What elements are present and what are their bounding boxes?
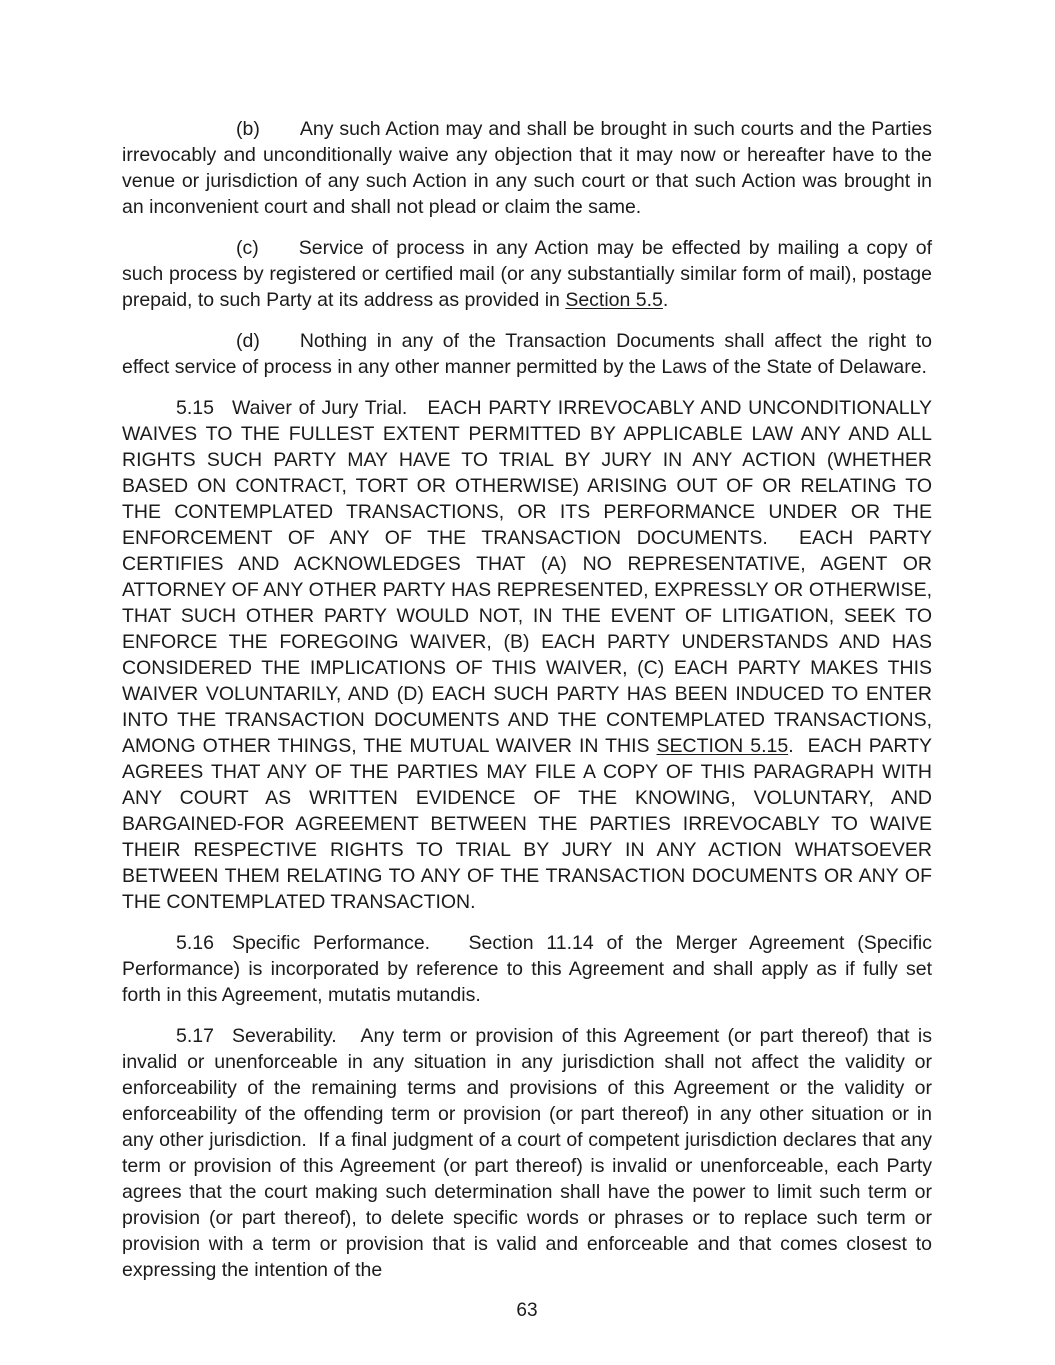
section-5-17 (122, 1023, 932, 1283)
clause-label: (c) (236, 237, 259, 259)
section-number: 5.16 (176, 932, 214, 954)
paragraph-d (122, 328, 932, 380)
section-number: 5.15 (176, 397, 214, 419)
text-run: Any such Action may and shall be brought in such courts and the Parties irrevocably and unconditionally waive any objection that it may now or hereafter have to the venue or jurisdiction of any such Action in any such court or that such Action was brought in an inconvenient court and shall not plead or claim the same. (122, 118, 932, 218)
tab-space (214, 1041, 232, 1042)
section-heading: Specific Performance. (231, 932, 431, 954)
section-number: 5.17 (176, 1025, 214, 1047)
text-run: EACH PARTY IRREVOCABLY AND UNCONDITIONALLY WAIVES TO THE FULLEST EXTENT PERMITTED BY APPLICABLE LAW ANY AND ALL RIGHTS SUCH PARTY MAY HAVE TO TRIAL BY JURY IN ANY ACTION (WHETHER BASED ON CONTRACT, TORT OR OTHERWISE) ARISING OUT OF OR RELATING TO THE CONTEMPLATED TRANSACTIONS, OR ITS PERFORMANCE UNDER OR THE ENFORCEMENT OF ANY OF THE TRANSACTION DOCUMENTS. EACH PARTY CERTIFIES AND ACKNOWLEDGES THAT (A) NO REPRESENTATIVE, AGENT OR ATTORNEY OF ANY OTHER PARTY HAS REPRESENTED, EXPRESSLY OR OTHERWISE, THAT SUCH OTHER PARTY WOULD NOT, IN THE EVENT OF LITIGATION, SEEK TO ENFORCE THE FOREGOING WAIVER, (B) EACH PARTY UNDERSTANDS AND HAS CONSIDERED THE IMPLICATIONS OF THIS WAIVER, (C) EACH PARTY MAKES THIS WAIVER VOLUNTARILY, AND (D) EACH SUCH PARTY HAS BEEN INDUCED TO ENTER INTO THE TRANSACTION DOCUMENTS AND THE CONTEMPLATED TRANSACTIONS, AMONG OTHER THINGS, THE MUTUAL WAIVER IN THIS (122, 397, 933, 757)
text-run: Section 11.14 of the Merger Agreement (Specific Performance) is incorporated by reference to this Agreement and shall apply as if fully set forth in this Agreement, mutatis mutandis. (122, 932, 932, 1006)
cross-reference: SECTION 5.15 (656, 735, 789, 757)
tab-space (259, 253, 299, 254)
text-run: Service of process in any Action may be effected by mailing a copy of such process by registered or certified mail (or any substantially similar form of mail), postage prepaid, to such Party at its address as provided in (122, 237, 932, 311)
text-run: . (662, 289, 669, 311)
heading-gap (407, 397, 427, 419)
text-run: Any term or provision of this Agreement (or part thereof) that is invalid or unenforceable in any situation in any jurisdiction shall not affect the validity or enforceability of the remaining terms and provisions of this Agreement or the validity or enforceability of the offending term or provision (or part thereof) in any other situation or in any other jurisdiction. If a final judgment of a court of competent jurisdiction declares that any term or provision of this Agreement (or part thereof) is invalid or unenforceable, each Party agrees that the court making such determination shall have the power to limit such term or provision (or part thereof), to delete specific words or phrases or to replace such term or provision with a term or provision that is valid and enforceable and that comes closest to expressing the intention of the (122, 1025, 932, 1281)
section-5-16 (122, 930, 932, 1008)
tab-space (260, 134, 300, 135)
text-run: . EACH PARTY AGREES THAT ANY OF THE PARTIES MAY FILE A COPY OF THIS PARAGRAPH WITH ANY COURT AS WRITTEN EVIDENCE OF THE KNOWING, VOLUNTARY, AND BARGAINED-FOR AGREEMENT BETWEEN THE PARTIES IRREVOCABLY TO WAIVE THEIR RESPECTIVE RIGHTS TO TRIAL BY JURY IN ANY ACTION WHATSOEVER BETWEEN THEM RELATING TO ANY OF THE TRANSACTION DOCUMENTS OR ANY OF THE CONTEMPLATED TRANSACTION. (122, 735, 933, 913)
heading-gap (430, 932, 468, 954)
paragraph-c (122, 235, 932, 313)
clause-label: (d) (236, 330, 260, 352)
section-heading: Severability. (231, 1025, 337, 1047)
section-5-15 (122, 395, 932, 915)
page-body (122, 116, 932, 1324)
cross-reference: Section 5.5 (565, 289, 663, 311)
tab-space (214, 948, 232, 949)
page-number: 63 (516, 1300, 538, 1321)
paragraph-b (122, 116, 932, 220)
tab-space (214, 413, 232, 414)
section-heading: Waiver of Jury Trial. (231, 397, 408, 419)
heading-gap (337, 1025, 361, 1047)
clause-label: (b) (236, 118, 260, 140)
text-run: Nothing in any of the Transaction Documents shall affect the right to effect service of process in any other manner permitted by the Laws of the State of Delaware. (122, 330, 932, 378)
tab-space (260, 346, 300, 347)
